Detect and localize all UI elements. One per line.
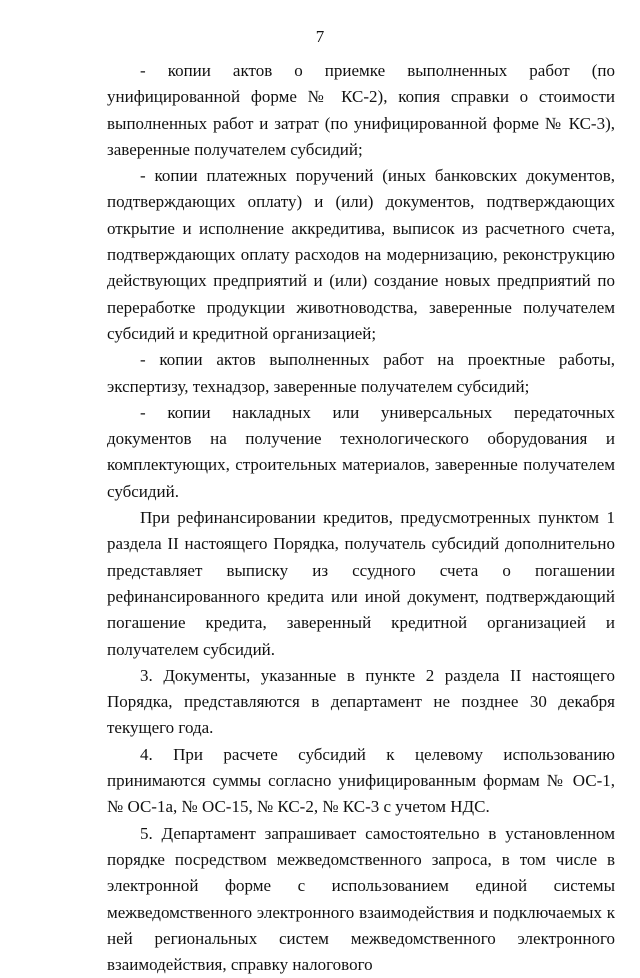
page-number: 7 xyxy=(315,27,325,46)
paragraph-payment-orders: - копии платежных поручений (иных банковских документов, подтверждающих оплату) и (или) документов, подтверждающих открытие и исполнение аккредитива, выписок из расчетного счета, подтверждающих оплату расходов на модернизацию, реконструкцию действующих предприятий и (или) создание новых предприятий по переработке продукции животноводства, заверенные получателем субсидий и кредитной организацией; xyxy=(107,166,615,343)
paragraph-invoices: - копии накладных или универсальных передаточных документов на получение технологического оборудования и комплектующих, строительных материалов, заверенные получателем субсидий. xyxy=(107,402,615,501)
paragraph-ks2-acts: - копии актов о приемке выполненных работ (по унифицированной форме № КС-2), копия справки о стоимости выполненных работ и затрат (по унифицированной форме № КС-3), заверенные получателем субсидий; xyxy=(107,61,615,159)
paragraph-design-work-acts: - копии актов выполненных работ на проектные работы, экспертизу, технадзор, заверенные получателем субсидий; xyxy=(107,350,615,396)
paragraph-item-4: 4. При расчете субсидий к целевому использованию принимаются суммы согласно унифицированным формам № ОС-1, № ОС-1а, № ОС-15, № КС-2, № КС-3 с учетом НДС. xyxy=(107,744,615,817)
paragraph-item-3: 3. Документы, указанные в пункте 2 раздела II настоящего Порядка, представляются в департамент не позднее 30 декабря текущего года. xyxy=(107,665,615,738)
paragraph-item-5: 5. Департамент запрашивает самостоятельно в установленном порядке посредством межведомственного запроса, в том числе в электронной форме с использованием единой системы межведомственного электронного взаимодействия и подключаемых к ней региональных систем межведомственного электронного взаимодействия, справку налогового xyxy=(107,823,615,975)
document-body xyxy=(107,58,615,978)
paragraph-refinancing: При рефинансировании кредитов, предусмотренных пунктом 1 раздела II настоящего Порядка, получатель субсидий дополнительно представляет выписку из ссудного счета о погашении рефинансированного кредита или иной документ, подтверждающий погашение кредита, заверенный кредитной организацией и получателем субсидий. xyxy=(107,508,615,659)
